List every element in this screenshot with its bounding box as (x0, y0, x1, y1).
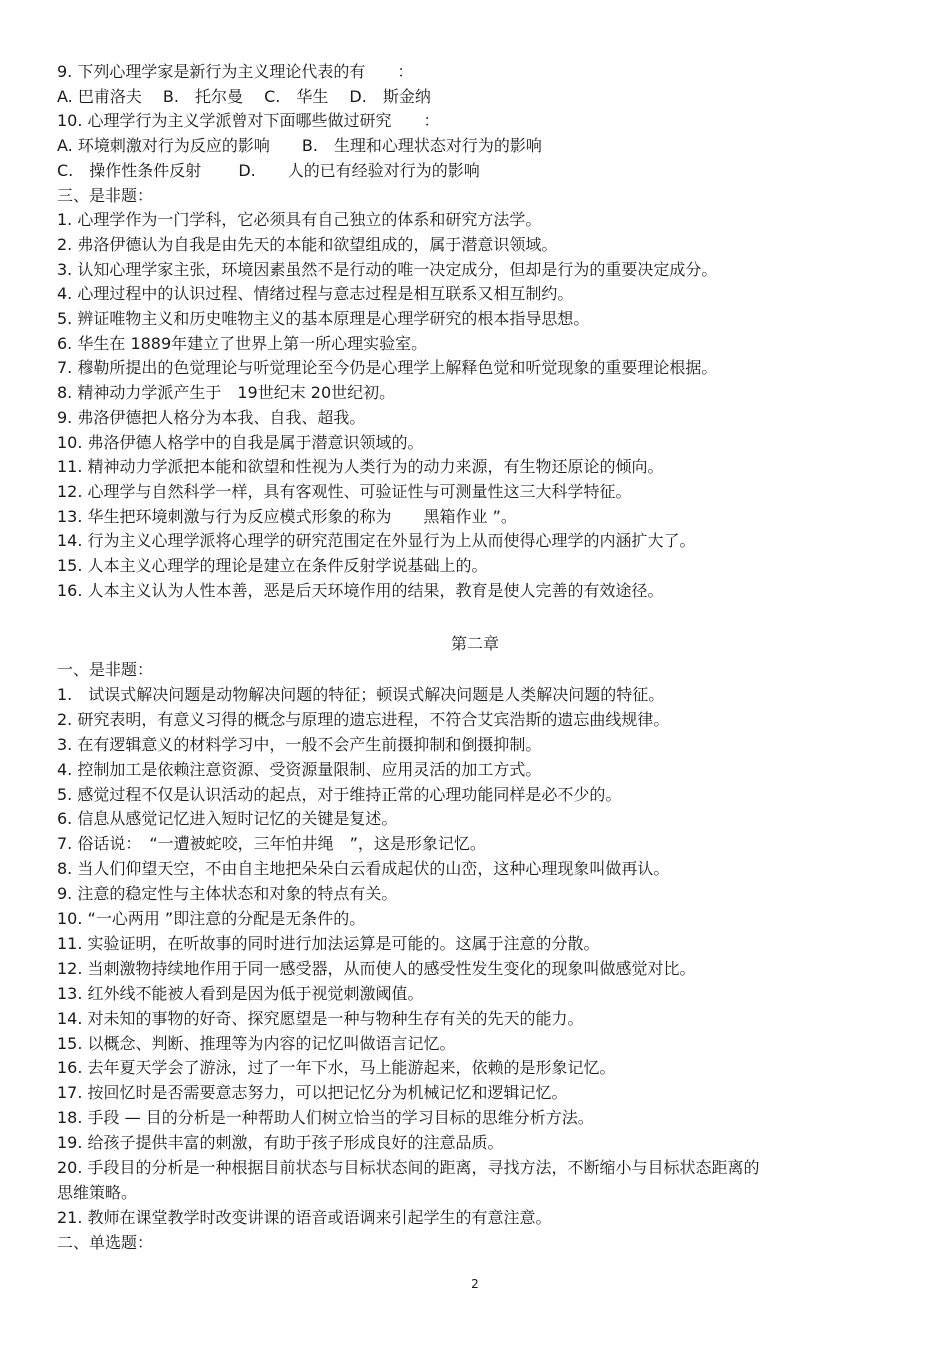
text-line: 一、是非题： (57, 660, 154, 679)
text-line: 三、是非题： (57, 185, 154, 205)
text-line: 12. 当刺激物持续地作用于同一感受器，从而使人的感受性发生变化的现象叫做感觉对比。 (57, 958, 696, 978)
text-line: 11. 实验证明，在听故事的同时进行加法运算是可能的。这属于注意的分散。 (57, 933, 600, 953)
chapter-title: 第二章 (450, 634, 499, 653)
text-line: 9. 注意的稳定性与主体状态和对象的特点有关。 (57, 884, 398, 904)
text-line: 12. 心理学与自然科学一样，具有客观性、可验证性与可测量性这三大科学特征。 (57, 481, 632, 501)
text-line: 2. 弗洛伊德认为自我是由先天的本能和欲望组成的，属于潜意识领域。 (57, 234, 558, 254)
text-line: 14. 行为主义心理学派将心理学的研究范围定在外显行为上从而使得心理学的内涵扩大了。 (57, 531, 696, 551)
text-line: 7. 俗话说： “一遭被蛇咬，三年怕井绳 ”，这是形象记忆。 (57, 834, 486, 854)
text-line: 4. 控制加工是依赖注意资源、受资源量限制、应用灵活的加工方式。 (57, 759, 542, 779)
text-line: 4. 心理过程中的认识过程、情绪过程与意志过程是相互联系又相互制约。 (57, 284, 574, 304)
text-line: 16. 去年夏天学会了游泳，过了一年下水，马上能游起来，依赖的是形象记忆。 (57, 1058, 616, 1078)
text-line: 17. 按回忆时是否需要意志努力，可以把记忆分为机械记忆和逻辑记忆。 (57, 1083, 568, 1103)
text-line: 1. 试误式解决问题是动物解决问题的特征；顿误式解决问题是人类解决问题的特征。 (57, 684, 665, 704)
text-line: 8. 当人们仰望天空，不由自主地把朵朵白云看成起伏的山峦，这种心理现象叫做再认。 (57, 859, 670, 879)
text-line: 6. 信息从感觉记忆进入短时记忆的关键是复述。 (57, 809, 398, 829)
text-line: 10. “一心两用 ”即注意的分配是无条件的。 (57, 909, 366, 928)
text-line: 18. 手段 — 目的分析是一种帮助人们树立恰当的学习目标的思维分析方法。 (57, 1108, 594, 1128)
text-line: 19. 给孩子提供丰富的刺激，有助于孩子形成良好的注意品质。 (57, 1133, 504, 1153)
text-line: 7. 穆勒所提出的色觉理论与听觉理论至今仍是心理学上解释色觉和听觉现象的重要理论根据。 (57, 358, 718, 378)
text-line: C. 操作性条件反射 D. 人的已有经验对行为的影响 (57, 160, 480, 180)
text-line: 15. 人本主义心理学的理论是建立在条件反射学说基础上的。 (57, 556, 488, 575)
text-line: 16. 人本主义认为人性本善，恶是后天环境作用的结果，教育是使人完善的有效途径。 (57, 580, 664, 600)
text-line: 10. 弗洛伊德人格学中的自我是属于潜意识领域的。 (57, 432, 424, 452)
text-line: 8. 精神动力学派产生于 19世纪末 20世纪初。 (57, 383, 396, 403)
text-line: 3. 在有逻辑意义的材料学习中，一般不会产生前摄抑制和倒摄抑制。 (57, 734, 542, 754)
text-line: 11. 精神动力学派把本能和欲望和性视为人类行为的动力来源，有生物还原论的倾向。 (57, 457, 664, 477)
text-line: 6. 华生在 1889年建立了世界上第一所心理实验室。 (57, 333, 428, 353)
page-number: 2 (471, 1277, 479, 1291)
text-line: 14. 对未知的事物的好奇、探究愿望是一种与物种生存有关的先天的能力。 (57, 1008, 584, 1028)
text-line: 5. 辨证唯物主义和历史唯物主义的基本原理是心理学研究的根本指导思想。 (57, 309, 590, 328)
text-line: 1. 心理学作为一门学科，它必须具有自己独立的体系和研究方法学。 (57, 210, 542, 230)
text-line: 15. 以概念、判断、推理等为内容的记忆叫做语言记忆。 (57, 1033, 456, 1053)
text-line: 20. 手段目的分析是一种根据目前状态与目标状态间的距离，寻找方法，不断缩小与目标状态距离的 (57, 1158, 760, 1177)
text-line: 13. 华生把环境刺激与行为反应模式形象的称为 黑箱作业 ”。 (57, 506, 517, 526)
text-line: 13. 红外线不能被人看到是因为低于视觉刺激阈值。 (57, 983, 424, 1003)
text-line: A. 环境刺激对行为反应的影响 B. 生理和心理状态对行为的影响 (57, 136, 542, 156)
text-line: 9. 弗洛伊德把人格分为本我、自我、超我。 (57, 407, 366, 427)
text-line: A. 巴甫洛夫 B. 托尔曼 C. 华生 D. 斯金纳 (57, 86, 431, 106)
text-line: 21. 教师在课堂教学时改变讲课的语音或语调来引起学生的有意注意。 (57, 1207, 552, 1227)
text-line: 10. 心理学行为主义学派曾对下面哪些做过研究 ： (57, 111, 440, 131)
text-line: 2. 研究表明，有意义习得的概念与原理的遗忘进程，不符合艾宾浩斯的遗忘曲线规律。 (57, 709, 670, 729)
text-line: 二、单选题： (57, 1232, 154, 1252)
text-line: 思维策略。 (57, 1182, 138, 1202)
text-line: 9. 下列心理学家是新行为主义理论代表的有 ： (57, 62, 414, 81)
text-line: 5. 感觉过程不仅是认识活动的起点，对于维持正常的心理功能同样是必不少的。 (57, 784, 622, 804)
text-line: 3. 认知心理学家主张，环境因素虽然不是行动的唯一决定成分，但却是行为的重要决定成分。 (57, 259, 718, 279)
